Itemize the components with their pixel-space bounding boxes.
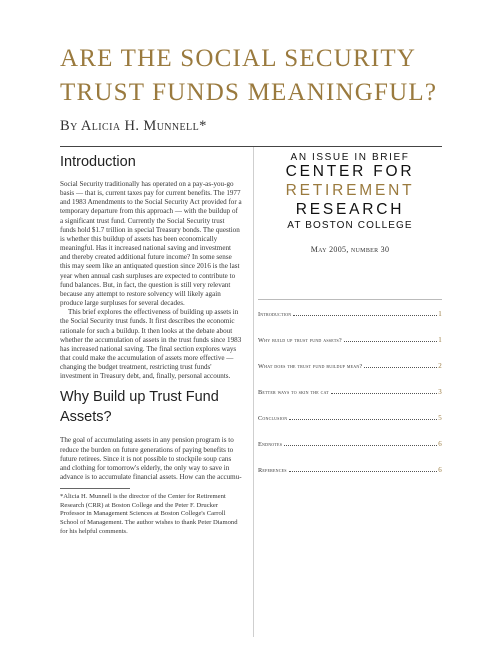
author-footnote: *Alicia H. Munnell is the director of the Center for Retirement Research (CRR) at Boston College and the Peter F. Drucker Professor in Management Sciences at Boston College's Carroll School of Management. The author wishes to thank Peter Diamond for his helpful comments. (60, 493, 238, 535)
intro-paragraph-1: Social Security traditionally has operated on a pay-as-you-go basis — that is, current taxes pay for current benefits. The 1977 and 1983 Amendments to the Social Security Act provided for a temporary departure from this approach — with the buildup of a significant trust fund. Currently the Social Security trust funds hold $1.7 trillion in special Treasury bonds. The question is whether this buildup of assets has been economically meaningful. Has it increased national saving and investment and thereby created additional future income? In some sense this may seem like an antiquated question since 2016 is the last year when annual cash surpluses are expected to contribute to fund balances. But, in fact, the question is still very relevant because any attempt to restore solvency will likely again produce large surpluses for several decades. (60, 180, 242, 308)
document-title (60, 42, 480, 110)
footnote-divider (60, 488, 130, 489)
header-divider (60, 146, 442, 147)
section-heading-introduction: Introduction (60, 154, 136, 170)
brand-research: RESEARCH (295, 201, 405, 218)
toc-item-endnotes[interactable]: Endnotes 6 (258, 440, 442, 448)
intro-paragraph-2: This brief explores the effectiveness of building up assets in the Social Security trust funds. It first describes the economic rationale for such a buildup. It then looks at the debate about whether the accumulation of assets in the trust funds since 1983 has increased national saving. The final section explores ways that could make the accumulation of assets more effective — changing the budget treatment, restricting trust funds' investment in Treasury debt, and, finally, personal accounts. (60, 308, 242, 381)
toc-item-why-build[interactable]: Why build up trust fund assets? 1 (258, 336, 442, 344)
brand-boston-college: AT BOSTON COLLEGE (287, 220, 413, 231)
table-of-contents (258, 310, 442, 475)
column-divider (253, 147, 254, 637)
sidebar-column (258, 150, 442, 492)
why-build-paragraph-1: The goal of accumulating assets in any pension program is to reduce the burden on future generations of paying benefits to future retirees. Since it is not possible to stockpile soup cans and clothing for tomorrow's elderly, the only way to save in advance is to accumulate financial assets. How can the accumu- (60, 436, 242, 482)
toc-item-what-does[interactable]: What does the trust fund buildup mean? 2 (258, 362, 442, 370)
toc-item-conclusion[interactable]: Conclusion 5 (258, 414, 442, 422)
crr-logo (258, 152, 442, 231)
toc-divider (258, 299, 442, 300)
title-line-1: ARE THE SOCIAL SECURITY (60, 45, 417, 72)
section-heading-why-build: Why Build up Trust Fund Assets? (60, 389, 219, 426)
toc-item-better-ways[interactable]: Better ways to skin the cat 3 (258, 388, 442, 396)
brand-tagline: AN ISSUE IN BRIEF (290, 152, 410, 163)
main-column (60, 153, 242, 536)
title-line-2: TRUST FUNDS MEANINGFUL? (60, 79, 438, 106)
author-byline: By Alicia H. Munnell* (60, 118, 207, 134)
toc-item-introduction[interactable]: Introduction 1 (258, 310, 442, 318)
brand-retirement: RETIREMENT (285, 182, 415, 199)
issue-date: May 2005, number 30 (310, 245, 390, 254)
toc-item-references[interactable]: References 6 (258, 466, 442, 474)
brand-center-for: CENTER FOR (285, 163, 415, 180)
